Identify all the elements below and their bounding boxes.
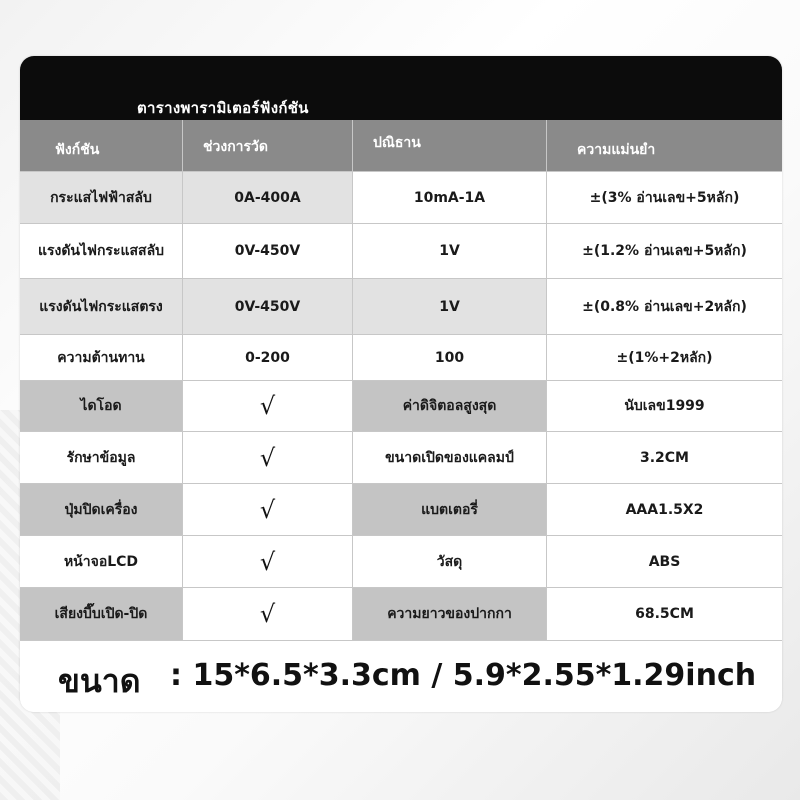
row-resolution: 1V: [353, 279, 547, 335]
row-function: หน้าจอLCD: [20, 536, 183, 588]
row-checkmark: √: [183, 381, 353, 432]
row-accuracy: ±(1%+2หลัก): [547, 335, 782, 381]
row-function: ความต้านทาน: [20, 335, 183, 381]
row-spec-label: ขนาดเปิดของแคลมป์: [353, 432, 547, 484]
row-spec-label: แบตเตอรี่: [353, 484, 547, 536]
header-function: ฟังก์ชัน: [20, 120, 183, 172]
row-function: กระแสไฟฟ้าสลับ: [20, 172, 183, 224]
row-accuracy: ±(1.2% อ่านเลข+5หลัก): [547, 224, 782, 279]
row-resolution: 10mA-1A: [353, 172, 547, 224]
table-header-row: [20, 120, 782, 172]
size-value: : 15*6.5*3.3cm / 5.9*2.55*1.29inch: [170, 658, 757, 693]
row-checkmark: √: [183, 432, 353, 484]
table-title: ตารางพารามิเตอร์ฟังก์ชัน: [137, 99, 309, 117]
row-checkmark: √: [183, 484, 353, 536]
row-range: 0V-450V: [183, 279, 353, 335]
parameter-card: [20, 56, 782, 712]
row-resolution: 100: [353, 335, 547, 381]
row-spec-label: ความยาวของปากกา: [353, 588, 547, 641]
row-checkmark: √: [183, 588, 353, 641]
row-range: 0-200: [183, 335, 353, 381]
row-accuracy: ±(3% อ่านเลข+5หลัก): [547, 172, 782, 224]
row-function: แรงดันไฟกระแสตรง: [20, 279, 183, 335]
table-row: [20, 432, 782, 484]
row-spec-value: AAA1.5X2: [547, 484, 782, 536]
size-label: ขนาด: [58, 662, 141, 700]
row-range: 0A-400A: [183, 172, 353, 224]
table-row: [20, 224, 782, 279]
row-resolution: 1V: [353, 224, 547, 279]
row-spec-value: 3.2CM: [547, 432, 782, 484]
row-spec-label: วัสดุ: [353, 536, 547, 588]
row-spec-label: ค่าดิจิตอลสูงสุด: [353, 381, 547, 432]
row-spec-value: นับเลข1999: [547, 381, 782, 432]
card-header: [20, 56, 782, 120]
table-row: [20, 536, 782, 588]
row-spec-value: ABS: [547, 536, 782, 588]
row-accuracy: ±(0.8% อ่านเลข+2หลัก): [547, 279, 782, 335]
row-function: เสียงบี๊บเปิด-ปิด: [20, 588, 183, 641]
header-range: ช่วงการวัด: [183, 120, 353, 172]
table-row: [20, 335, 782, 381]
table-row: [20, 279, 782, 335]
row-spec-value: 68.5CM: [547, 588, 782, 641]
header-resolution: ปณิธาน: [353, 120, 547, 172]
table-row: [20, 172, 782, 224]
table-row: [20, 588, 782, 641]
row-range: 0V-450V: [183, 224, 353, 279]
row-checkmark: √: [183, 536, 353, 588]
row-function: รักษาข้อมูล: [20, 432, 183, 484]
table-row: [20, 381, 782, 432]
row-function: ไดโอด: [20, 381, 183, 432]
table-row: [20, 484, 782, 536]
size-footer: [20, 642, 782, 712]
header-accuracy: ความแม่นยำ: [547, 120, 782, 172]
row-function: แรงดันไฟกระแสสลับ: [20, 224, 183, 279]
row-function: ปุ่มปิดเครื่อง: [20, 484, 183, 536]
